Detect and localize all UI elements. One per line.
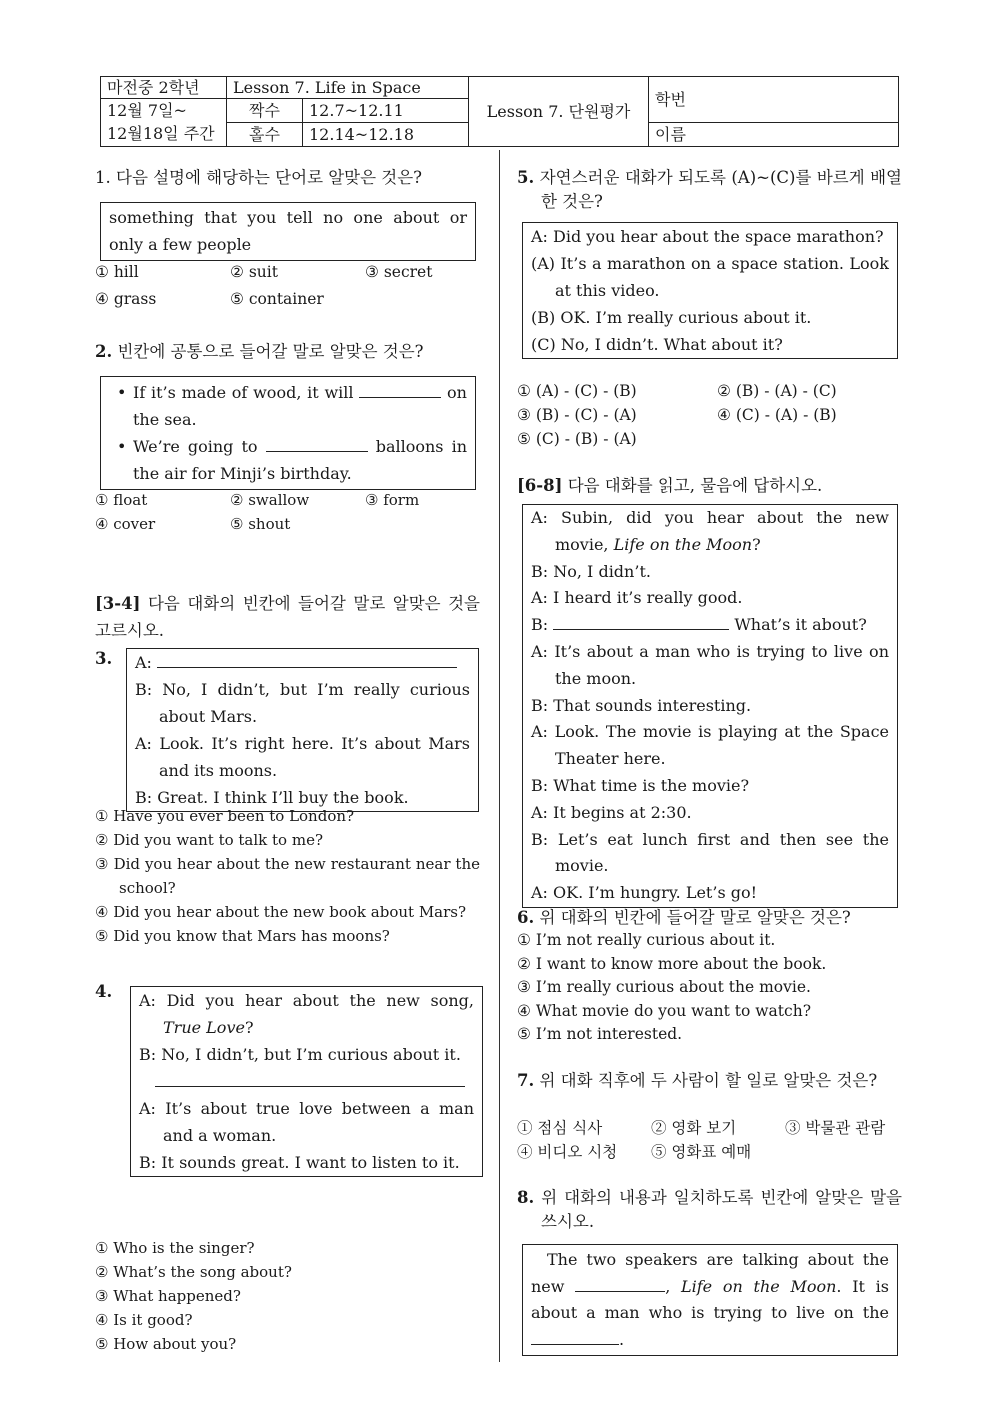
answer-blank[interactable] xyxy=(531,1328,619,1345)
dialogue-line: B: No, I didn’t. xyxy=(531,561,651,581)
question-8: 8. 위 대화의 내용과 일치하도록 빈칸에 알맞은 말을 쓰시오. xyxy=(517,1188,902,1231)
q1-option[interactable]: ② suit xyxy=(230,263,278,281)
q7-option[interactable]: ③ 박물관 관람 xyxy=(785,1119,886,1137)
dialogue-line: A: Subin, did you hear about the new movie, Life on the Moon? xyxy=(531,508,889,554)
column-divider xyxy=(499,150,500,1362)
q4-blank-line xyxy=(139,1068,474,1095)
q7-option[interactable]: ⑤ 영화표 예매 xyxy=(651,1143,752,1161)
q3-options xyxy=(95,804,480,948)
q4-option[interactable]: ② What’s the song about? xyxy=(95,1263,292,1281)
q1-options xyxy=(95,259,495,313)
q7-option[interactable]: ④ 비디오 시청 xyxy=(517,1143,618,1161)
q4-line-a2: A: It’s about true love between a man and a woman. xyxy=(139,1099,474,1145)
date-line1: 12월 7일~ xyxy=(107,101,187,120)
q4-option[interactable]: ④ Is it good? xyxy=(95,1311,193,1329)
q3-line-a1: A: xyxy=(135,649,470,676)
q5-option[interactable]: ⑤ (C) - (B) - (A) xyxy=(517,430,637,448)
q3-line-b2: B: Great. I think I’ll buy the book. xyxy=(135,788,409,807)
blank xyxy=(359,381,441,398)
q7-option[interactable]: ① 점심 식사 xyxy=(517,1119,603,1137)
q5-line-a: (A) It’s a marathon on a space station. Look at this video. xyxy=(531,254,889,300)
q4-box xyxy=(130,986,483,1177)
blank xyxy=(155,1070,465,1087)
lesson-cell: Lesson 7. Life in Space xyxy=(227,77,469,99)
question-1 xyxy=(95,166,480,189)
q1-box: something that you tell no one about or only a few people xyxy=(100,202,476,261)
q2-prompt: 2. 빈칸에 공통으로 들어갈 말로 알맞은 것은? xyxy=(95,342,424,361)
q2-box xyxy=(100,376,476,490)
q1-option[interactable]: ① hill xyxy=(95,263,139,281)
even-dates: 12.7~12.11 xyxy=(303,99,469,123)
odd-label: 홀수 xyxy=(227,123,303,147)
q34-heading: [3-4] 다음 대화의 빈칸에 들어갈 말로 알맞은 것을 고르시오. xyxy=(95,594,481,640)
odd-dates: 12.14~12.18 xyxy=(303,123,469,147)
q2-option[interactable]: ④ cover xyxy=(95,515,156,533)
q6-option[interactable]: ⑤ I’m not interested. xyxy=(517,1025,683,1043)
q6-option[interactable]: ① I’m not really curious about it. xyxy=(517,931,776,949)
q1-option[interactable]: ⑤ container xyxy=(230,290,324,308)
dialogue-line: A: I heard it’s really good. xyxy=(531,588,743,608)
q1-option[interactable]: ④ grass xyxy=(95,290,157,308)
q4-options xyxy=(95,1236,480,1356)
dialogue-line: A: OK. I’m hungry. Let’s go! xyxy=(531,883,758,903)
q2-option[interactable]: ① float xyxy=(95,491,148,509)
q4-option[interactable]: ⑤ How about you? xyxy=(95,1335,237,1353)
q5-box xyxy=(522,222,898,359)
q2-sentence-2: • We’re going to balloons in the air for Minji’s birthday. xyxy=(109,433,467,487)
q5-option[interactable]: ④ (C) - (A) - (B) xyxy=(717,406,837,424)
q3-option[interactable]: ③ Did you hear about the new restaurant near the school? xyxy=(95,855,480,897)
blank xyxy=(553,613,729,630)
dialogue-line: B: That sounds interesting. xyxy=(531,695,752,715)
q8-box: The two speakers are talking about the new , Life on the Moon. It is about a man who is trying to live on the . xyxy=(522,1244,898,1356)
q6-option[interactable]: ② I want to know more about the book. xyxy=(517,954,827,973)
q5-option[interactable]: ③ (B) - (C) - (A) xyxy=(517,406,637,424)
q7-option[interactable]: ② 영화 보기 xyxy=(651,1119,737,1137)
q5-line-1: A: Did you hear about the space marathon? xyxy=(531,227,884,246)
header-table xyxy=(100,76,899,147)
q3-option[interactable]: ④ Did you hear about the new book about Mars? xyxy=(95,903,467,921)
question-6: 6. 위 대화의 빈칸에 들어갈 말로 알맞은 것은? xyxy=(517,908,851,927)
dialogue-line: A: Look. The movie is playing at the Space Theater here. xyxy=(531,722,889,769)
q3-line-a2: A: Look. It’s right here. It’s about Mars and its moons. xyxy=(135,734,470,780)
dialogue-line: B: What time is the movie? xyxy=(531,775,750,795)
dialogue-line: A: It’s about a man who is trying to live on the moon. xyxy=(531,641,889,688)
question-2 xyxy=(95,340,480,363)
q3-option[interactable]: ⑤ Did you know that Mars has moons? xyxy=(95,927,390,945)
dialogue-line: B: Let’s eat lunch first and then see the movie. xyxy=(531,829,889,876)
dialogue-line: A: It begins at 2:30. xyxy=(531,802,692,822)
question-7: 7. 위 대화 직후에 두 사람이 할 일로 알맞은 것은? xyxy=(517,1071,878,1090)
q2-option[interactable]: ③ form xyxy=(365,491,420,509)
test-title-cell: Lesson 7. 단원평가 xyxy=(469,77,649,147)
even-label: 짝수 xyxy=(227,99,303,123)
q7-options xyxy=(517,1116,902,1164)
q3-option[interactable]: ② Did you want to talk to me? xyxy=(95,831,324,849)
q6-option[interactable]: ③ I’m really curious about the movie. xyxy=(517,978,811,996)
q1-prompt: 1. 다음 설명에 해당하는 단어로 알맞은 것은? xyxy=(95,168,423,187)
q68-dialogue-box xyxy=(522,504,898,908)
q68-heading: [6-8] 다음 대화를 읽고, 물음에 답하시오. xyxy=(517,476,823,495)
q5-option[interactable]: ① (A) - (C) - (B) xyxy=(517,382,637,400)
q5-line-b: (B) OK. I’m really curious about it. xyxy=(531,308,812,327)
q3-number: 3. xyxy=(95,649,113,668)
q2-sentence-1: • If it’s made of wood, it will on the sea. xyxy=(109,379,467,433)
dialogue-line: B: What’s it about? xyxy=(531,615,867,635)
q3-option[interactable]: ① Have you ever been to London? xyxy=(95,807,355,825)
q4-option[interactable]: ① Who is the singer? xyxy=(95,1239,255,1257)
date-cell xyxy=(101,99,227,147)
q5-options xyxy=(517,379,902,451)
q1-option[interactable]: ③ secret xyxy=(365,263,433,281)
q2-option[interactable]: ② swallow xyxy=(230,491,310,509)
blank xyxy=(266,435,368,452)
q4-line-a1: A: Did you hear about the new song, True Love? xyxy=(139,991,474,1037)
q3-box xyxy=(126,648,479,812)
question-5: 5. 자연스러운 대화가 되도록 (A)~(C)를 바르게 배열한 것은? xyxy=(517,168,902,211)
q4-line-b1: B: No, I didn’t, but I’m curious about it. xyxy=(139,1045,461,1064)
date-line2: 12월18일 주간 xyxy=(107,124,215,143)
q5-option[interactable]: ② (B) - (A) - (C) xyxy=(717,382,837,400)
q6-options xyxy=(517,929,902,1047)
blank xyxy=(157,651,457,668)
q3-line-b1: B: No, I didn’t, but I’m really curious about Mars. xyxy=(135,680,470,726)
q4-number: 4. xyxy=(95,982,113,1001)
q6-option[interactable]: ④ What movie do you want to watch? xyxy=(517,1001,812,1020)
school-cell: 마전중 2학년 xyxy=(101,77,227,99)
student-no-cell: 학번 xyxy=(649,77,899,123)
q4-option[interactable]: ③ What happened? xyxy=(95,1287,241,1305)
answer-blank[interactable] xyxy=(575,1275,665,1292)
q2-option[interactable]: ⑤ shout xyxy=(230,515,291,533)
q5-line-c: (C) No, I didn’t. What about it? xyxy=(531,335,783,354)
q2-options xyxy=(95,488,495,536)
q4-line-b2: B: It sounds great. I want to listen to it. xyxy=(139,1153,460,1172)
name-cell: 이름 xyxy=(649,123,899,147)
